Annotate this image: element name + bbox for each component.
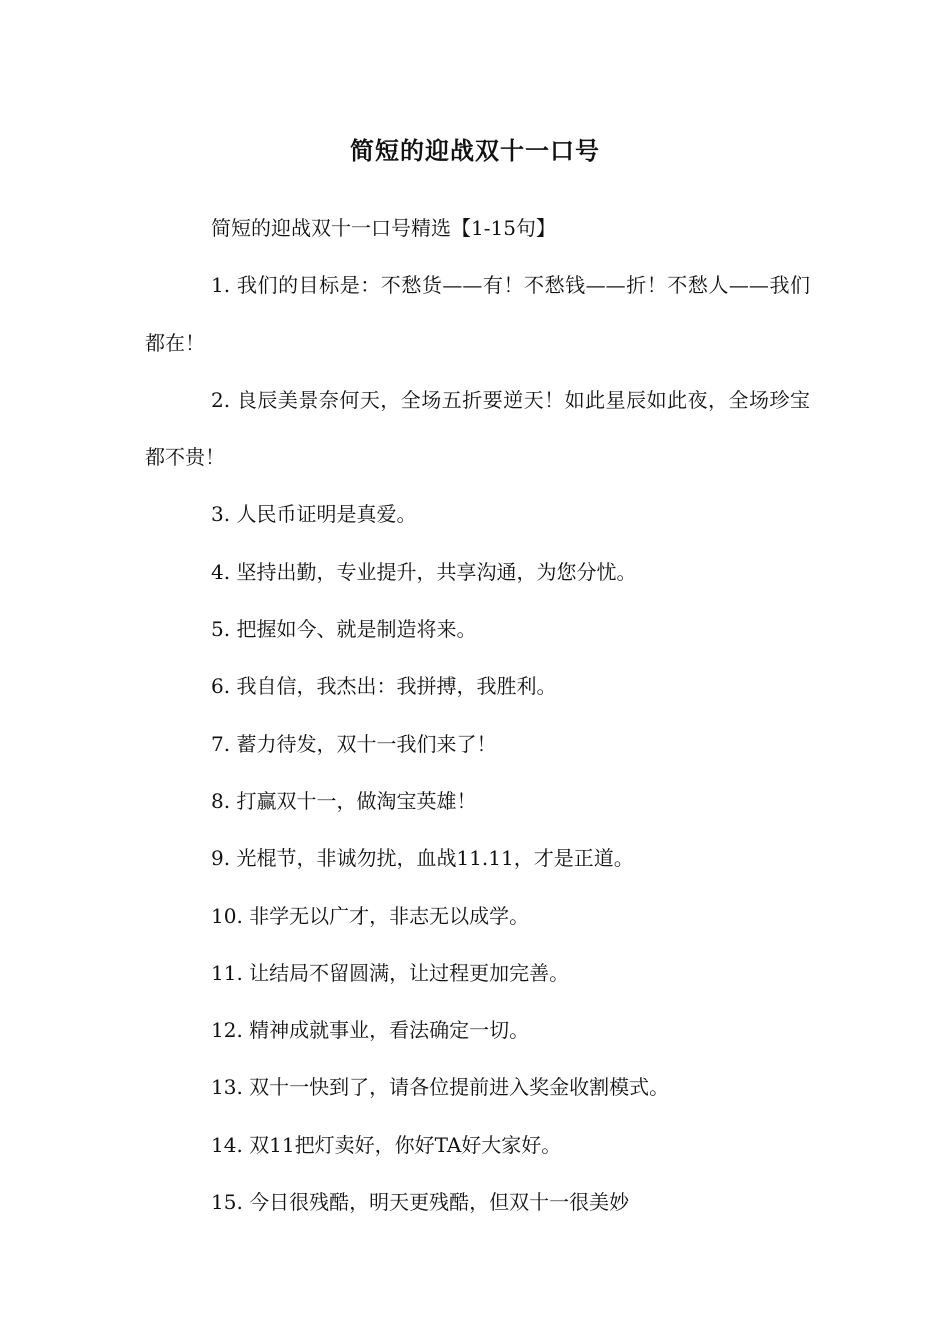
slogan-item: 7. 蓄力待发，双十一我们来了！ — [211, 731, 497, 756]
slogan-item: 6. 我自信，我杰出：我拼搏，我胜利。 — [211, 674, 557, 699]
slogan-item: 14. 双11把灯卖好，你好TA好大家好。 — [211, 1132, 562, 1157]
slogan-item: 5. 把握如今、就是制造将来。 — [211, 617, 477, 642]
slogan-item: 11. 让结局不留圆满，让过程更加完善。 — [211, 960, 570, 985]
slogan-item: 4. 坚持出勤，专业提升，共享沟通，为您分忧。 — [211, 559, 637, 584]
slogan-item: 3. 人民币证明是真爱。 — [211, 502, 417, 527]
document-title: 简短的迎战双十一口号 — [350, 136, 600, 165]
slogan-item: 10. 非学无以广才，非志无以成学。 — [211, 903, 530, 928]
slogan-item: 15. 今日很残酷，明天更残酷，但双十一很美妙 — [211, 1190, 630, 1215]
slogan-item: 13. 双十一快到了，请各位提前进入奖金收割模式。 — [211, 1075, 670, 1100]
slogan-item: 8. 打赢双十一，做淘宝英雄！ — [211, 788, 477, 813]
slogan-item: 2. 良辰美景奈何天，全场五折要逆天！如此星辰如此夜，全场珍宝都不贵！ — [145, 387, 810, 470]
slogan-item: 12. 精神成就事业，看法确定一切。 — [211, 1018, 530, 1043]
slogan-item: 1. 我们的目标是：不愁货——有！不愁钱——折！不愁人——我们都在！ — [145, 273, 810, 355]
slogan-item: 9. 光棍节，非诚勿扰，血战11.11，才是正道。 — [211, 846, 634, 871]
subtitle-paragraph: 简短的迎战双十一口号精选【1-15句】 — [211, 216, 556, 240]
document-body — [145, 200, 810, 1231]
